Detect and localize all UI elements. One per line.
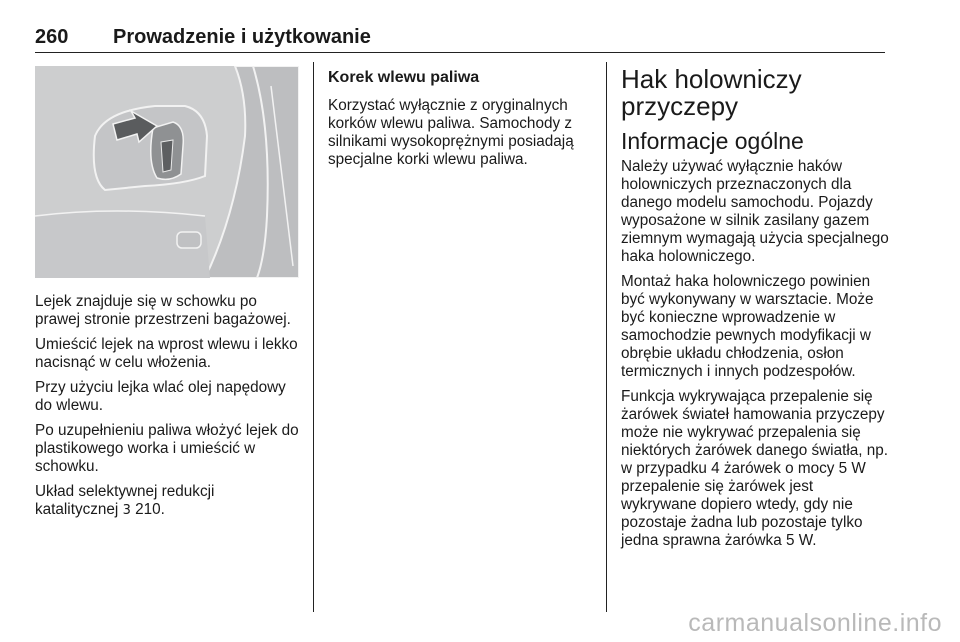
watermark: carmanualsonline.info (688, 609, 942, 637)
paragraph: Po uzupełnieniu paliwa włożyć lejek do plastikowego worka i umieścić w schowku. (35, 422, 299, 475)
column-middle (328, 68, 592, 176)
paragraph: Należy używać wyłącznie haków holowniczych przeznaczonych dla danego modelu samochodu. Pojazdy wyposażone w silnik zasilany gazem ziemnym wymagają użycia specjalnego haka holowniczego. (621, 158, 889, 265)
page-reference-arrow-icon: 3 (122, 503, 131, 518)
page-header (35, 26, 885, 53)
column-divider (606, 62, 607, 612)
paragraph: Umieścić lejek na wprost wlewu i lekko nacisnąć w celu włożenia. (35, 336, 298, 371)
subsection-title: Informacje ogólne (621, 128, 804, 154)
column-divider (313, 62, 314, 612)
paragraph-text: Układ selektywnej redukcji katalitycznej (35, 483, 215, 518)
section-title: Prowadzenie i użytkowanie (113, 26, 371, 48)
column-left (35, 66, 299, 527)
trunk-storage-drawing (35, 66, 299, 278)
paragraph: Korzystać wyłącznie z oryginalnych korków wlewu paliwa. Samochody z silnikami wysokoprężnymi posiadają specjalne korki wlewu paliwa. (328, 97, 574, 168)
paragraph: Funkcja wykrywająca przepalenie się żarówek świateł hamowania przyczepy może nie wykrywać przepalenia się niektórych żarówek danego światła, np. w przypadku 4 żarówek o mocy 5 W przepalenie się żarówek jest wykrywane dopiero wtedy, gdy nie pozostaje żadna lub pozostaje tylko jedna sprawna żarówka 5 W. (621, 388, 888, 549)
paragraph: Przy użyciu lejka wlać olej napędowy do wlewu. (35, 379, 286, 414)
chapter-title: Hak holowniczy przyczepy (621, 64, 802, 121)
section-heading: Korek wlewu paliwa (328, 69, 480, 86)
paragraph: Montaż haka holowniczego powinien być wykonywany w warsztacie. Może być konieczne wprowadzenie w samochodzie pewnych modyfikacji w obrębie układu chłodzenia, osłon termicznych i innych podzespołów. (621, 273, 874, 380)
page-reference-link[interactable]: 210. (135, 501, 165, 518)
column-right (621, 66, 889, 557)
page-number: 260 (35, 26, 69, 48)
paragraph: Lejek znajduje się w schowku po prawej stronie przestrzeni bagażowej. (35, 293, 291, 328)
paragraph-with-page-reference (35, 483, 299, 520)
trunk-storage-illustration (35, 66, 299, 278)
